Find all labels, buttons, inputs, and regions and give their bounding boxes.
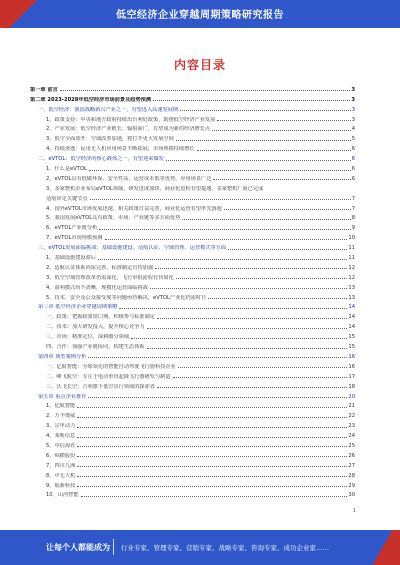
toc-entry-title: 第一章 前言 bbox=[30, 86, 58, 93]
toc-entry-title: 3、低空全面放开：空域改革加速，将打开更大发展空间 bbox=[46, 136, 174, 143]
toc-entry[interactable] bbox=[30, 360, 355, 370]
toc-entry[interactable] bbox=[30, 301, 355, 311]
toc-entry-page: 9 bbox=[351, 225, 355, 232]
toc-entry-page: 3 bbox=[351, 96, 355, 103]
toc-entry-title: 2、产业发展：低空经济产业链长、辐射面广，有望成为新的经济增长点 bbox=[46, 126, 211, 133]
toc-entry[interactable] bbox=[30, 439, 355, 449]
toc-entry-title: 1、亿航智能 bbox=[46, 403, 76, 410]
toc-leader-dots bbox=[147, 348, 348, 349]
toc-leader-dots bbox=[176, 140, 351, 141]
toc-leader-dots bbox=[77, 476, 347, 477]
toc-leader-dots bbox=[157, 318, 347, 319]
toc-entry-title: 适航审定关键节点 bbox=[46, 195, 88, 202]
toc-entry[interactable] bbox=[30, 469, 355, 479]
toc-leader-dots bbox=[77, 437, 347, 438]
toc-entry-title: 1、基础设施建设滞后 bbox=[46, 255, 96, 262]
toc-leader-dots bbox=[131, 338, 347, 339]
toc-entry[interactable] bbox=[30, 113, 355, 123]
toc-leader-dots bbox=[77, 466, 347, 467]
toc-entry[interactable] bbox=[30, 330, 355, 340]
toc-entry[interactable] bbox=[30, 310, 355, 320]
toc-entry[interactable] bbox=[30, 429, 355, 439]
toc-leader-dots bbox=[224, 209, 351, 210]
toc-leader-dots bbox=[147, 328, 348, 329]
toc-entry-page: 16 bbox=[348, 353, 355, 360]
toc-entry[interactable] bbox=[30, 449, 355, 459]
toc-entry-title: 4、国外eVTOL市场发展迅速，相关政策日益完善，商业化运营有望率先落地 bbox=[46, 205, 222, 212]
toc-leader-dots bbox=[197, 150, 351, 151]
footer-divider bbox=[113, 539, 114, 555]
toc-entry-page: 11 bbox=[348, 255, 355, 262]
toc-entry-page: 17 bbox=[348, 373, 355, 380]
toc-entry[interactable] bbox=[30, 400, 355, 410]
toc-entry-title: 6、纵横股份 bbox=[46, 452, 76, 459]
toc-leader-dots bbox=[77, 456, 347, 457]
toc-entry-page: 5 bbox=[351, 136, 355, 143]
toc-entry-title: 3、多家整机企业布局eVTOL领域，研发进度加快，商业化进程有望提速，多家整机厂商已完成 bbox=[46, 185, 264, 192]
toc-entry-page: 23 bbox=[348, 423, 355, 430]
toc-entry-title: 7、四川九洲 bbox=[46, 462, 76, 469]
toc-entry[interactable] bbox=[30, 152, 355, 162]
toc-entry[interactable] bbox=[30, 142, 355, 152]
toc-entry-title: 一、政策：把握政策窗口期，积极参与标准制定 bbox=[46, 314, 155, 321]
toc-leader-dots bbox=[77, 446, 347, 447]
toc-entry[interactable] bbox=[30, 103, 355, 113]
toc-leader-dots bbox=[178, 367, 348, 368]
toc-entry-page: 29 bbox=[348, 482, 355, 489]
toc-entry-title: 4、莱斯信息 bbox=[46, 433, 76, 440]
toc-leader-dots bbox=[217, 120, 350, 121]
toc-leader-dots bbox=[88, 357, 347, 358]
toc-entry-page: 28 bbox=[348, 472, 355, 479]
toc-entry-page: 4 bbox=[351, 126, 355, 133]
toc-entry[interactable] bbox=[30, 340, 355, 350]
page-number: 1 bbox=[352, 508, 356, 514]
toc-entry[interactable] bbox=[30, 172, 355, 182]
toc-entry-page: 15 bbox=[348, 344, 355, 351]
toc-entry[interactable] bbox=[30, 132, 355, 142]
toc-entry-page: 13 bbox=[348, 284, 355, 291]
toc-leader-dots bbox=[176, 278, 348, 279]
toc-entry-title: 1、什么是eVTOL bbox=[46, 166, 87, 173]
toc-leader-dots bbox=[119, 308, 347, 309]
toc-leader-dots bbox=[77, 486, 347, 487]
toc-entry[interactable] bbox=[30, 182, 355, 192]
toc-leader-dots bbox=[157, 387, 347, 388]
toc-entry-title: 5、技术、安全及公众接受度等问题亟待解决，eVTOL产业化仍需时日 bbox=[46, 294, 207, 301]
toc-entry-title: 10、山河智能 bbox=[46, 492, 79, 499]
toc-leader-dots bbox=[98, 259, 347, 260]
toc-entry-title: 1、政策支持：中央和地方政府持续出台利好政策，助推低空经济产业发展 bbox=[46, 116, 216, 123]
toc-entry-title: 三、沃飞长空：吉利旗下低空出行领域的探索者 bbox=[46, 383, 155, 390]
toc-entry[interactable] bbox=[30, 281, 355, 291]
toc-leader-dots bbox=[228, 249, 347, 250]
toc-heading: 内容目录 bbox=[173, 58, 226, 72]
toc-entry-title: 一、亿航智能：全球领先的智能自动驾驶飞行器科技企业 bbox=[46, 363, 176, 370]
toc-entry[interactable] bbox=[30, 202, 355, 212]
toc-entry[interactable] bbox=[30, 261, 355, 271]
toc-entry-title: 3、宗申动力 bbox=[46, 423, 76, 430]
toc-entry-page: 6 bbox=[351, 146, 355, 153]
toc-entry-page: 14 bbox=[348, 314, 355, 321]
toc-entry[interactable] bbox=[30, 419, 355, 429]
toc-entry-page: 14 bbox=[348, 324, 355, 331]
toc-leader-dots bbox=[77, 407, 347, 408]
toc-leader-dots bbox=[182, 219, 350, 220]
toc-leader-dots bbox=[90, 199, 351, 200]
toc-entry[interactable] bbox=[30, 83, 355, 93]
toc-entry[interactable] bbox=[30, 350, 355, 360]
toc-entry-page: 3 bbox=[351, 86, 355, 93]
toc-entry-title: 6、eVTOL产业链分析 bbox=[46, 225, 98, 232]
toc-leader-dots bbox=[150, 288, 348, 289]
toc-entry-title: 第三章 低空经济企业穿越周期策略 bbox=[38, 304, 118, 311]
toc-entry-page: 15 bbox=[348, 334, 355, 341]
toc-entry-title: 9、航新科技 bbox=[46, 482, 76, 489]
toc-entry-title: 4、盈利模式尚不清晰，规模化运营面临挑战 bbox=[46, 284, 148, 291]
toc-entry[interactable] bbox=[30, 123, 355, 133]
toc-entry-title: 4、持续渗透：民用无人机应用场景不断拓展，市场规模持续增长 bbox=[46, 146, 195, 153]
toc-entry-page: 6 bbox=[351, 156, 355, 163]
toc-leader-dots bbox=[153, 100, 350, 101]
toc-entry-page: 12 bbox=[348, 264, 355, 271]
toc-entry-page: 12 bbox=[348, 274, 355, 281]
footer-bar bbox=[0, 530, 400, 565]
toc-leader-dots bbox=[77, 427, 347, 428]
toc-entry[interactable] bbox=[30, 409, 355, 419]
toc-entry[interactable] bbox=[30, 251, 355, 261]
toc-entry-page: 22 bbox=[348, 413, 355, 420]
toc-leader-dots bbox=[88, 397, 347, 398]
toc-entry-page: 24 bbox=[348, 433, 355, 440]
toc-entry-page: 16 bbox=[348, 363, 355, 370]
toc-entry[interactable] bbox=[30, 162, 355, 172]
toc-leader-dots bbox=[99, 229, 350, 230]
toc-entry[interactable] bbox=[30, 320, 355, 330]
toc-entry-title: 四、合作：加强产业链协同，构建生态体系 bbox=[46, 344, 145, 351]
toc-entry-page: 21 bbox=[348, 403, 355, 410]
toc-entry-title: 二、eVTOL：低空经济的核心载体之一，有望迎来爆发 bbox=[38, 156, 164, 163]
toc-leader-dots bbox=[213, 179, 350, 180]
toc-entry-title: 二、峰飞航空：专注于电动垂直起降飞行器研发与制造 bbox=[46, 373, 171, 380]
toc-entry-title: 二、技术：加大研发投入，提升核心竞争力 bbox=[46, 324, 145, 331]
toc-entry-page: 3 bbox=[351, 116, 355, 123]
toc-entry[interactable] bbox=[30, 212, 355, 222]
toc-entry[interactable] bbox=[30, 489, 355, 499]
toc-entry-title: 第四章 典型案例分析 bbox=[38, 353, 87, 360]
toc-leader-dots bbox=[208, 298, 347, 299]
toc-leader-dots bbox=[212, 130, 351, 131]
toc-entry-title: 第五章 重点企业推荐 bbox=[38, 393, 87, 400]
toc-leader-dots bbox=[77, 417, 347, 418]
toc-entry-page: 30 bbox=[348, 492, 355, 499]
toc-entry-page: 20 bbox=[348, 393, 355, 400]
toc-entry-title: 2、适航认证体系尚需完善，标准制定有待加强 bbox=[46, 264, 154, 271]
table-of-contents bbox=[30, 83, 355, 498]
toc-entry-title: 三、市场：精准定位，深耕细分领域 bbox=[46, 334, 130, 341]
toc-entry[interactable] bbox=[30, 380, 355, 390]
report-header-bar bbox=[0, 0, 400, 28]
toc-entry-page: 6 bbox=[351, 166, 355, 173]
toc-entry-title: 一、低空经济：我国战略新兴产业之一，有望进入高速发展期 bbox=[38, 106, 179, 113]
toc-entry-title: 第二章 2023-2028年低空经济市场前景及趋势预测 bbox=[30, 96, 152, 103]
toc-leader-dots bbox=[89, 170, 351, 171]
toc-entry-page: 13 bbox=[348, 294, 355, 301]
toc-leader-dots bbox=[180, 110, 351, 111]
toc-entry-title: 8、中无人机 bbox=[46, 472, 76, 479]
toc-leader-dots bbox=[81, 496, 348, 497]
toc-entry-page: 10 bbox=[348, 235, 355, 242]
toc-leader-dots bbox=[105, 239, 348, 240]
toc-leader-dots bbox=[166, 160, 351, 161]
toc-entry-page: 11 bbox=[348, 245, 355, 252]
footer-accent-shape bbox=[370, 530, 400, 565]
toc-entry-page: 7 bbox=[351, 195, 355, 202]
toc-entry-title: 7、eVTOL市场规模预测 bbox=[46, 235, 103, 242]
toc-leader-dots bbox=[60, 90, 351, 91]
toc-entry-title: 3、低空空域管理改革仍需深化，飞行审批流程有待简化 bbox=[46, 274, 174, 281]
toc-entry[interactable] bbox=[30, 370, 355, 380]
toc-entry[interactable] bbox=[30, 390, 355, 400]
report-title: 低空经济企业穿越周期策略研究报告 bbox=[116, 10, 284, 21]
toc-entry[interactable] bbox=[30, 221, 355, 231]
toc-entry-page: 26 bbox=[348, 452, 355, 459]
toc-entry[interactable] bbox=[30, 93, 355, 103]
toc-entry-page: 7 bbox=[351, 205, 355, 212]
toc-entry-page: 25 bbox=[348, 442, 355, 449]
toc-entry-title: 5、中信海直 bbox=[46, 442, 76, 449]
toc-entry-page: 8 bbox=[351, 215, 355, 222]
toc-entry-page: 14 bbox=[348, 304, 355, 311]
toc-entry-page: 27 bbox=[348, 462, 355, 469]
toc-entry[interactable] bbox=[30, 271, 355, 281]
toc-entry[interactable] bbox=[30, 479, 355, 489]
toc-entry[interactable] bbox=[30, 231, 355, 241]
toc-entry-title: 2、eVTOL具有低碳环保、安全性高、运营成本低等优势，应用场景广泛 bbox=[46, 175, 212, 182]
toc-entry[interactable] bbox=[30, 241, 355, 251]
toc-entry-page: 18 bbox=[348, 383, 355, 390]
toc-leader-dots bbox=[173, 377, 348, 378]
footer-slogan-right: 行业专家、管理专家、营销专家、战略专家、咨询专家、成功企业家…… bbox=[121, 544, 329, 552]
toc-entry-title: 2、万丰奥威 bbox=[46, 413, 76, 420]
toc-entry-page: 6 bbox=[351, 175, 355, 182]
toc-leader-dots bbox=[155, 268, 347, 269]
toc-entry-page: 3 bbox=[351, 106, 355, 113]
toc-entry-title: 三、eVTOL发展面临挑战：基础设施建设、适航认证、空域管理、运营模式等方面 bbox=[38, 245, 227, 252]
toc-entry-title: 5、我国发展eVTOL具有政策、市场、产业链等多方面优势 bbox=[46, 215, 181, 222]
footer-slogan-left: 让每个人都能成为 bbox=[46, 543, 110, 552]
toc-entry[interactable] bbox=[30, 192, 355, 202]
toc-entry[interactable] bbox=[30, 291, 355, 301]
toc-entry[interactable] bbox=[30, 459, 355, 469]
